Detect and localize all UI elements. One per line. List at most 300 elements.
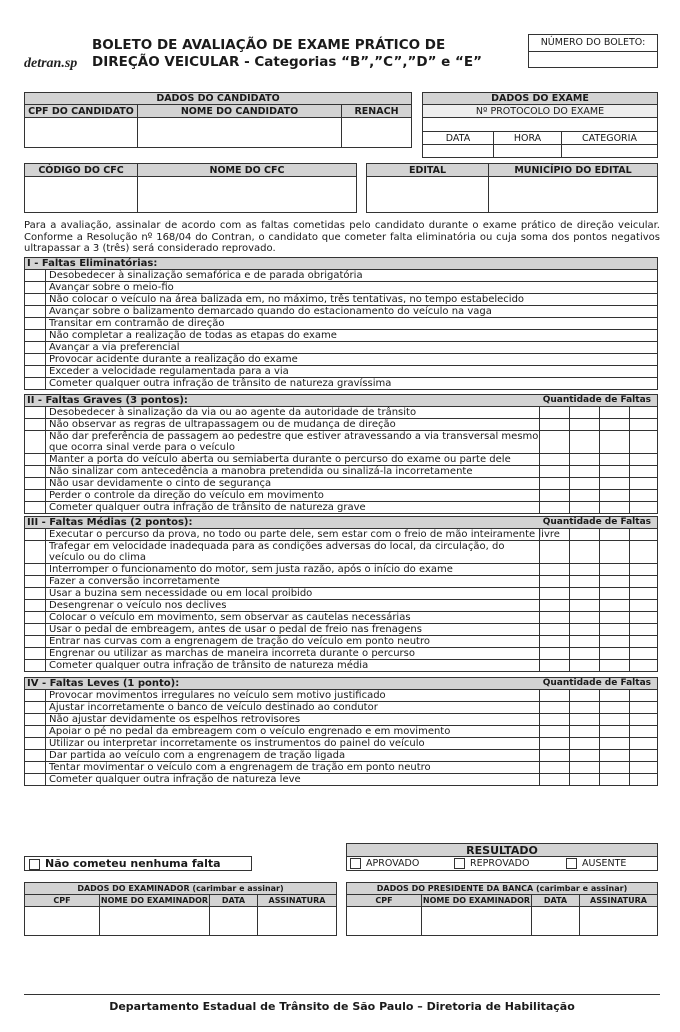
- quantidade-cell[interactable]: [599, 660, 630, 671]
- reprovado-label: REPROVADO: [470, 858, 530, 869]
- falta-text: Engrenar ou utilizar as marchas de maneira incorreta durante o percurso: [49, 648, 415, 659]
- quantidade-cell[interactable]: [599, 407, 630, 418]
- falta-mark-cell[interactable]: [25, 342, 46, 353]
- quantidade-cell[interactable]: [599, 564, 630, 575]
- presidente-box: [346, 882, 658, 936]
- quantidade-cell[interactable]: [569, 702, 600, 713]
- quantidade-cell[interactable]: [569, 726, 600, 737]
- falta-row: [24, 330, 658, 342]
- falta-row: [24, 454, 658, 466]
- quantidade-cell[interactable]: [599, 541, 630, 563]
- falta-row: [24, 270, 658, 282]
- quantidade-cell[interactable]: [629, 624, 660, 635]
- falta-text: Interromper o funcionamento do motor, sem justa razão, após o início do exame: [49, 564, 453, 575]
- quantidade-cell[interactable]: [539, 478, 570, 489]
- quantidade-cell[interactable]: [569, 738, 600, 749]
- numero-boleto-label: NÚMERO DO BOLETO:: [529, 35, 657, 52]
- quantidade-cell[interactable]: [569, 624, 600, 635]
- falta-mark-cell[interactable]: [25, 762, 46, 773]
- quantidade-cell[interactable]: [539, 762, 570, 773]
- form-title-line2: DIREÇÃO VEICULAR - Categorias “B”,”C”,”D” e “E”: [92, 54, 482, 70]
- quantidade-cell[interactable]: [539, 431, 570, 453]
- examinador-assinatura-field[interactable]: [257, 907, 336, 935]
- quantidade-cell[interactable]: [629, 466, 660, 477]
- falta-text: Exceder a velocidade regulamentada para a via: [49, 366, 289, 377]
- quantidade-cell[interactable]: [539, 541, 570, 563]
- edital-field[interactable]: [367, 177, 488, 212]
- quantidade-cell[interactable]: [539, 624, 570, 635]
- falta-row: [24, 588, 658, 600]
- examinador-data-label: DATA: [209, 895, 257, 907]
- protocolo-field[interactable]: [423, 118, 657, 132]
- falta-text: Provocar acidente durante a realização do exame: [49, 354, 298, 365]
- quantidade-cell[interactable]: [569, 774, 600, 785]
- falta-row: [24, 490, 658, 502]
- quantidade-cell[interactable]: [629, 648, 660, 659]
- quantidade-cell[interactable]: [539, 564, 570, 575]
- form-title: [92, 37, 482, 71]
- falta-mark-cell[interactable]: [25, 774, 46, 785]
- quantidade-cell[interactable]: [539, 690, 570, 701]
- quantidade-cell[interactable]: [539, 612, 570, 623]
- falta-text: Não observar as regras de ultrapassagem ou de mudança de direção: [49, 419, 396, 430]
- falta-mark-cell[interactable]: [25, 564, 46, 575]
- quantidade-cell[interactable]: [599, 576, 630, 587]
- section-header-1: [24, 257, 658, 270]
- falta-mark-cell[interactable]: [25, 588, 46, 599]
- falta-row: [24, 478, 658, 490]
- quantidade-cell[interactable]: [629, 636, 660, 647]
- codigo-cfc-label: CÓDIGO DO CFC: [25, 164, 137, 177]
- quantidade-cell[interactable]: [599, 490, 630, 501]
- falta-mark-cell[interactable]: [25, 354, 46, 365]
- edital-box: [366, 163, 658, 213]
- falta-text: Dar partida ao veículo com a engrenagem de tração ligada: [49, 750, 346, 761]
- examinador-title: DADOS DO EXAMINADOR (carimbar e assinar): [25, 883, 336, 895]
- quantidade-cell[interactable]: [569, 431, 600, 453]
- quantidade-cell[interactable]: [629, 419, 660, 430]
- falta-text: Entrar nas curvas com a engrenagem de tração do veículo em ponto neutro: [49, 636, 430, 647]
- hora-label: HORA: [493, 132, 561, 145]
- presidente-data-label: DATA: [531, 895, 579, 907]
- quantidade-cell[interactable]: [629, 588, 660, 599]
- examinador-nome-field[interactable]: [99, 907, 209, 935]
- falta-mark-cell[interactable]: [25, 690, 46, 701]
- municipio-field[interactable]: [488, 177, 657, 212]
- municipio-label: MUNICÍPIO DO EDITAL: [488, 164, 657, 177]
- quantidade-cell[interactable]: [599, 478, 630, 489]
- hora-field[interactable]: [493, 145, 561, 157]
- falta-mark-cell[interactable]: [25, 576, 46, 587]
- falta-text: Não ajustar devidamente os espelhos retrovisores: [49, 714, 301, 725]
- quantidade-cell[interactable]: [599, 419, 630, 430]
- falta-mark-cell[interactable]: [25, 318, 46, 329]
- presidente-assinatura-label: ASSINATURA: [579, 895, 657, 907]
- quantidade-cell[interactable]: [629, 576, 660, 587]
- quantidade-cell[interactable]: [629, 714, 660, 725]
- quantidade-cell[interactable]: [599, 726, 630, 737]
- falta-text: Apoiar o pé no pedal da embreagem com o veículo engrenado e em movimento: [49, 726, 451, 737]
- section-header-2: [24, 394, 658, 407]
- renach-label: RENACH: [341, 105, 411, 118]
- quantidade-cell[interactable]: [599, 600, 630, 611]
- quantidade-cell[interactable]: [569, 478, 600, 489]
- falta-row: [24, 342, 658, 354]
- quantidade-cell[interactable]: [569, 714, 600, 725]
- quantidade-faltas-label: Quantidade de Faltas: [542, 517, 651, 527]
- quantidade-cell[interactable]: [599, 714, 630, 725]
- quantidade-cell[interactable]: [629, 726, 660, 737]
- falta-row: [24, 714, 658, 726]
- quantidade-cell[interactable]: [569, 648, 600, 659]
- quantidade-faltas-label: Quantidade de Faltas: [542, 395, 651, 405]
- falta-row: [24, 541, 658, 564]
- cfc-box: [24, 163, 357, 213]
- resultado-title: RESULTADO: [347, 844, 657, 857]
- falta-row: [24, 502, 658, 514]
- falta-mark-cell[interactable]: [25, 502, 46, 513]
- quantidade-cell[interactable]: [569, 407, 600, 418]
- quantidade-cell[interactable]: [569, 588, 600, 599]
- examinador-cpf-field[interactable]: [25, 907, 99, 935]
- falta-text: Perder o controle da direção do veículo em movimento: [49, 490, 324, 501]
- falta-text: Não colocar o veículo na área balizada em, no máximo, três tentativas, no tempo estabelecido: [49, 294, 525, 305]
- nenhuma-falta-box[interactable]: [24, 856, 252, 871]
- falta-text: Avançar sobre o balizamento demarcado quando do estacionamento do veículo na vaga: [49, 306, 492, 317]
- falta-row: [24, 648, 658, 660]
- presidente-title: DADOS DO PRESIDENTE DA BANCA (carimbar e assinar): [347, 883, 657, 895]
- footer-divider: [24, 994, 660, 995]
- detran-logo: detran.sp: [24, 56, 78, 71]
- falta-text: Trafegar em velocidade inadequada para as condições adversas do local, da circulação, do veículo ou do clima: [49, 541, 505, 563]
- falta-row: [24, 624, 658, 636]
- falta-row: [24, 529, 658, 541]
- quantidade-cell[interactable]: [599, 624, 630, 635]
- falta-row: [24, 318, 658, 330]
- quantidade-cell[interactable]: [569, 454, 600, 465]
- falta-text: Transitar em contramão de direção: [49, 318, 225, 329]
- section-header-4: [24, 677, 658, 690]
- falta-mark-cell[interactable]: [25, 378, 46, 389]
- falta-mark-cell[interactable]: [25, 624, 46, 635]
- presidente-cpf-label: CPF: [347, 895, 421, 907]
- section-title: I - Faltas Eliminatórias:: [27, 258, 158, 269]
- falta-row: [24, 431, 658, 454]
- exame-title: DADOS DO EXAME: [423, 93, 657, 105]
- falta-mark-cell[interactable]: [25, 330, 46, 341]
- examinador-data-field[interactable]: [209, 907, 257, 935]
- quantidade-cell[interactable]: [539, 714, 570, 725]
- falta-row: [24, 294, 658, 306]
- falta-mark-cell[interactable]: [25, 738, 46, 749]
- quantidade-cell[interactable]: [599, 431, 630, 453]
- falta-text: Cometer qualquer outra infração de trânsito de natureza grave: [49, 502, 366, 513]
- quantidade-cell[interactable]: [629, 750, 660, 761]
- quantidade-cell[interactable]: [539, 600, 570, 611]
- falta-row: [24, 306, 658, 318]
- quantidade-cell[interactable]: [629, 490, 660, 501]
- quantidade-cell[interactable]: [539, 774, 570, 785]
- falta-mark-cell[interactable]: [25, 454, 46, 465]
- falta-mark-cell[interactable]: [25, 750, 46, 761]
- examinador-assinatura-label: ASSINATURA: [257, 895, 336, 907]
- quantidade-cell[interactable]: [629, 600, 660, 611]
- quantidade-cell[interactable]: [599, 502, 630, 513]
- resultado-box: [346, 843, 658, 871]
- quantidade-cell[interactable]: [629, 541, 660, 563]
- section-header-3: [24, 516, 658, 529]
- falta-row: [24, 564, 658, 576]
- aprovado-checkbox[interactable]: [350, 858, 361, 869]
- quantidade-cell[interactable]: [569, 466, 600, 477]
- falta-text: Tentar movimentar o veículo com a engrenagem de tração em ponto neutro: [49, 762, 431, 773]
- examinador-box: [24, 882, 337, 936]
- quantidade-cell[interactable]: [629, 738, 660, 749]
- codigo-cfc-field[interactable]: [25, 177, 137, 212]
- quantidade-cell[interactable]: [569, 660, 600, 671]
- falta-text: Desengrenar o veículo nos declives: [49, 600, 227, 611]
- quantidade-cell[interactable]: [569, 690, 600, 701]
- falta-mark-cell[interactable]: [25, 660, 46, 671]
- nenhuma-falta-label: Não cometeu nenhuma falta: [45, 857, 221, 870]
- falta-text: Ajustar incorretamente o banco de veículo destinado ao condutor: [49, 702, 378, 713]
- nome-cfc-label: NOME DO CFC: [137, 164, 356, 177]
- falta-mark-cell[interactable]: [25, 466, 46, 477]
- data-label: DATA: [423, 132, 493, 145]
- quantidade-cell[interactable]: [569, 762, 600, 773]
- quantidade-cell[interactable]: [629, 407, 660, 418]
- falta-text: Cometer qualquer outra infração de natureza leve: [49, 774, 301, 785]
- falta-row: [24, 660, 658, 672]
- falta-row: [24, 600, 658, 612]
- categoria-label: CATEGORIA: [561, 132, 657, 145]
- quantidade-cell[interactable]: [569, 419, 600, 430]
- falta-row: [24, 750, 658, 762]
- edital-label: EDITAL: [367, 164, 488, 177]
- quantidade-cell[interactable]: [569, 576, 600, 587]
- falta-text: Não dar preferência de passagem ao pedestre que estiver atravessando a via transversal mesmo que ocorra sinal verde para o veículo: [49, 431, 539, 453]
- falta-text: Usar a buzina sem necessidade ou em local proibido: [49, 588, 313, 599]
- falta-row: [24, 282, 658, 294]
- section-title: IV - Faltas Leves (1 ponto):: [27, 678, 180, 689]
- falta-mark-cell[interactable]: [25, 612, 46, 623]
- exame-box: [422, 92, 658, 158]
- falta-row: [24, 466, 658, 478]
- quantidade-cell[interactable]: [569, 564, 600, 575]
- nenhuma-falta-checkbox[interactable]: [29, 859, 40, 870]
- quantidade-cell[interactable]: [629, 612, 660, 623]
- quantidade-cell[interactable]: [629, 774, 660, 785]
- falta-mark-cell[interactable]: [25, 282, 46, 293]
- examinador-nome-label: NOME DO EXAMINADOR: [100, 896, 209, 905]
- quantidade-cell[interactable]: [539, 660, 570, 671]
- falta-mark-cell[interactable]: [25, 478, 46, 489]
- cpf-candidato-label: CPF DO CANDIDATO: [25, 105, 137, 118]
- quantidade-cell[interactable]: [539, 588, 570, 599]
- examinador-cpf-label: CPF: [25, 895, 99, 907]
- falta-text: Cometer qualquer outra infração de trânsito de natureza média: [49, 660, 369, 671]
- quantidade-cell[interactable]: [629, 564, 660, 575]
- quantidade-cell[interactable]: [539, 407, 570, 418]
- quantidade-cell[interactable]: [539, 576, 570, 587]
- falta-row: [24, 702, 658, 714]
- falta-row: [24, 612, 658, 624]
- renach-field[interactable]: [341, 118, 411, 147]
- quantidade-cell[interactable]: [629, 529, 660, 540]
- form-title-line1: BOLETO DE AVALIAÇÃO DE EXAME PRÁTICO DE: [92, 37, 446, 53]
- falta-text: Desobedecer à sinalização semafórica e de parada obrigatória: [49, 270, 363, 281]
- falta-text: Manter a porta do veículo aberta ou semiaberta durante o percurso do exame ou parte dele: [49, 454, 511, 465]
- quantidade-cell[interactable]: [539, 738, 570, 749]
- quantidade-cell[interactable]: [599, 612, 630, 623]
- presidente-nome-label: NOME DO EXAMINADOR: [422, 896, 531, 905]
- cpf-candidato-field[interactable]: [25, 118, 137, 147]
- falta-text: Não completar a realização de todas as etapas do exame: [49, 330, 337, 341]
- presidente-nome-field[interactable]: [421, 907, 531, 935]
- falta-row: [24, 378, 658, 390]
- numero-boleto-box: [528, 34, 658, 68]
- quantidade-cell[interactable]: [599, 636, 630, 647]
- quantidade-cell[interactable]: [599, 750, 630, 761]
- falta-mark-cell[interactable]: [25, 366, 46, 377]
- quantidade-cell[interactable]: [599, 466, 630, 477]
- instructions-text: Para a avaliação, assinalar de acordo com as faltas cometidas pelo candidato durante o exame prático de direção veicular. Conforme a Resolução nº 168/04 do Contran, o candidato que cometer falta eliminatória ou cuja soma dos pontos negativos ultrapassar a 3 (três) será considerado reprovado.: [24, 220, 660, 254]
- falta-text: Provocar movimentos irregulares no veículo sem motivo justificado: [49, 690, 386, 701]
- falta-row: [24, 354, 658, 366]
- falta-mark-cell[interactable]: [25, 600, 46, 611]
- quantidade-cell[interactable]: [569, 529, 600, 540]
- quantidade-cell[interactable]: [629, 454, 660, 465]
- quantidade-cell[interactable]: [539, 702, 570, 713]
- falta-mark-cell[interactable]: [25, 529, 46, 540]
- numero-boleto-field[interactable]: [529, 52, 657, 70]
- aprovado-label: APROVADO: [366, 858, 420, 869]
- quantidade-cell[interactable]: [629, 478, 660, 489]
- quantidade-cell[interactable]: [569, 502, 600, 513]
- falta-row: [24, 366, 658, 378]
- presidente-data-field[interactable]: [531, 907, 579, 935]
- quantidade-cell[interactable]: [629, 690, 660, 701]
- falta-mark-cell[interactable]: [25, 419, 46, 430]
- quantidade-cell[interactable]: [539, 726, 570, 737]
- falta-mark-cell[interactable]: [25, 636, 46, 647]
- falta-mark-cell[interactable]: [25, 407, 46, 418]
- falta-mark-cell[interactable]: [25, 270, 46, 281]
- falta-row: [24, 726, 658, 738]
- protocolo-label: Nº PROTOCOLO DO EXAME: [423, 105, 657, 118]
- quantidade-cell[interactable]: [569, 490, 600, 501]
- falta-mark-cell[interactable]: [25, 294, 46, 305]
- quantidade-cell[interactable]: [539, 502, 570, 513]
- falta-row: [24, 407, 658, 419]
- falta-text: Avançar sobre o meio-fio: [49, 282, 174, 293]
- quantidade-faltas-label: Quantidade de Faltas: [542, 678, 651, 688]
- falta-mark-cell[interactable]: [25, 306, 46, 317]
- ausente-option[interactable]: [563, 857, 657, 870]
- quantidade-cell[interactable]: [599, 588, 630, 599]
- quantidade-cell[interactable]: [599, 774, 630, 785]
- quantidade-cell[interactable]: [599, 738, 630, 749]
- categoria-field[interactable]: [561, 145, 657, 157]
- falta-text: Usar o pedal de embreagem, antes de usar o pedal de freio nas frenagens: [49, 624, 422, 635]
- quantidade-cell[interactable]: [629, 762, 660, 773]
- quantidade-cell[interactable]: [599, 702, 630, 713]
- nome-cfc-field[interactable]: [137, 177, 356, 212]
- quantidade-cell[interactable]: [569, 636, 600, 647]
- falta-row: [24, 774, 658, 786]
- nome-candidato-field[interactable]: [137, 118, 341, 147]
- quantidade-cell[interactable]: [569, 612, 600, 623]
- falta-text: Fazer a conversão incorretamente: [49, 576, 220, 587]
- falta-mark-cell[interactable]: [25, 726, 46, 737]
- falta-text: Não sinalizar com antecedência a manobra pretendida ou sinalizá-la incorretamente: [49, 466, 473, 477]
- presidente-cpf-field[interactable]: [347, 907, 421, 935]
- quantidade-cell[interactable]: [629, 502, 660, 513]
- quantidade-cell[interactable]: [629, 431, 660, 453]
- falta-row: [24, 636, 658, 648]
- quantidade-cell[interactable]: [539, 466, 570, 477]
- falta-mark-cell[interactable]: [25, 431, 46, 453]
- reprovado-option[interactable]: [451, 857, 561, 870]
- quantidade-cell[interactable]: [539, 648, 570, 659]
- falta-row: [24, 690, 658, 702]
- quantidade-cell[interactable]: [569, 541, 600, 563]
- quantidade-cell[interactable]: [629, 702, 660, 713]
- footer-text: Departamento Estadual de Trânsito de São Paulo – Diretoria de Habilitação: [109, 1000, 575, 1013]
- reprovado-checkbox[interactable]: [454, 858, 465, 869]
- quantidade-cell[interactable]: [599, 529, 630, 540]
- quantidade-cell[interactable]: [569, 600, 600, 611]
- quantidade-cell[interactable]: [569, 750, 600, 761]
- nome-candidato-label: NOME DO CANDIDATO: [137, 105, 341, 118]
- quantidade-cell[interactable]: [599, 762, 630, 773]
- falta-row: [24, 762, 658, 774]
- quantidade-cell[interactable]: [599, 454, 630, 465]
- quantidade-cell[interactable]: [539, 529, 570, 540]
- aprovado-option[interactable]: [347, 857, 451, 870]
- quantidade-cell[interactable]: [539, 490, 570, 501]
- falta-mark-cell[interactable]: [25, 648, 46, 659]
- falta-text: Colocar o veículo em movimento, sem observar as cautelas necessárias: [49, 612, 411, 623]
- quantidade-cell[interactable]: [599, 690, 630, 701]
- ausente-checkbox[interactable]: [566, 858, 577, 869]
- falta-row: [24, 576, 658, 588]
- quantidade-cell[interactable]: [539, 419, 570, 430]
- quantidade-cell[interactable]: [539, 750, 570, 761]
- falta-text: Avançar a via preferencial: [49, 342, 180, 353]
- falta-mark-cell[interactable]: [25, 541, 46, 563]
- presidente-assinatura-field[interactable]: [579, 907, 657, 935]
- falta-text: Utilizar ou interpretar incorretamente os instrumentos do painel do veículo: [49, 738, 425, 749]
- section-title: III - Faltas Médias (2 pontos):: [27, 517, 193, 528]
- falta-row: [24, 738, 658, 750]
- falta-mark-cell[interactable]: [25, 702, 46, 713]
- quantidade-cell[interactable]: [629, 660, 660, 671]
- ausente-label: AUSENTE: [582, 858, 627, 869]
- falta-text: Cometer qualquer outra infração de trânsito de natureza gravíssima: [49, 378, 392, 389]
- quantidade-cell[interactable]: [599, 648, 630, 659]
- candidato-title: DADOS DO CANDIDATO: [25, 93, 411, 105]
- falta-mark-cell[interactable]: [25, 490, 46, 501]
- quantidade-cell[interactable]: [539, 636, 570, 647]
- falta-mark-cell[interactable]: [25, 714, 46, 725]
- falta-text: Não usar devidamente o cinto de segurança: [49, 478, 272, 489]
- falta-text: Desobedecer à sinalização da via ou ao agente da autoridade de trânsito: [49, 407, 417, 418]
- quantidade-cell[interactable]: [539, 454, 570, 465]
- data-field[interactable]: [423, 145, 493, 157]
- candidato-box: [24, 92, 412, 148]
- section-title: II - Faltas Graves (3 pontos):: [27, 395, 188, 406]
